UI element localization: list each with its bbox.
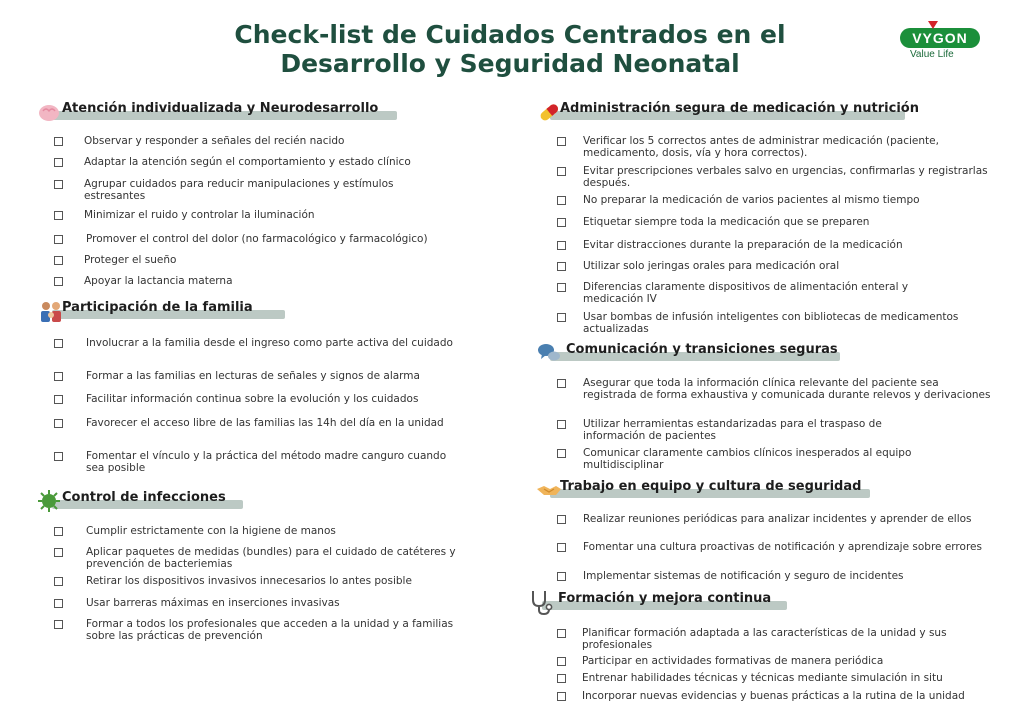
item-text: Implementar sistemas de notificación y seguro de incidentes [583,570,904,582]
checkbox[interactable] [557,283,566,292]
section-title: Administración segura de medicación y nutrición [560,101,919,116]
checkbox[interactable] [557,657,566,666]
checkbox[interactable] [54,620,63,629]
title-line-2: Desarrollo y Seguridad Neonatal [280,49,740,78]
item-text: Facilitar información continua sobre la evolución y los cuidados [86,393,419,405]
item-text: Realizar reuniones periódicas para analizar incidentes y aprender de ellos [583,513,972,525]
item-text: Cumplir estrictamente con la higiene de manos [86,525,336,537]
stethoscope-icon [528,589,554,615]
item-text: Incorporar nuevas evidencias y buenas prácticas a la rutina de la unidad [582,690,965,702]
checkbox[interactable] [557,137,566,146]
item-text: Adaptar la atención según el comportamiento y estado clínico [84,156,411,168]
section-header [38,298,498,324]
checkbox[interactable] [557,420,566,429]
item-text: Entrenar habilidades técnicas y técnicas mediante simulación in situ [582,672,943,684]
checkbox[interactable] [557,241,566,250]
section-title: Formación y mejora continua [558,591,772,606]
pill-icon [536,99,562,125]
checkbox[interactable] [557,379,566,388]
brain-icon [38,99,64,125]
item-text: Diferencias claramente dispositivos de alimentación enteral y medicación IV [583,281,909,305]
checkbox[interactable] [557,674,566,683]
logo-tagline: Value Life [910,49,954,60]
section-header [536,99,1016,125]
item-text: Comunicar claramente cambios clínicos inesperados al equipo multidisciplinar [583,447,912,471]
section-header [528,589,1018,615]
item-text: Involucrar a la familia desde el ingreso como parte activa del cuidado [86,337,453,349]
checkbox[interactable] [54,339,63,348]
checkbox[interactable] [54,372,63,381]
item-text: Apoyar la lactancia materna [84,275,233,287]
logo-mark-icon [928,21,938,29]
section-infecciones [38,488,498,642]
item-text: Agrupar cuidados para reducir manipulaciones y estímulos estresantes [84,178,394,202]
item-text: Fomentar el vínculo y la práctica del método madre canguro cuando sea posible [86,450,447,474]
checkbox[interactable] [557,692,566,701]
section-neurodesarrollo [38,99,498,287]
section-title: Participación de la familia [62,300,253,315]
item-text: Aplicar paquetes de medidas (bundles) para el cuidado de catéteres y prevención de bacteriemias [86,546,456,570]
section-title: Comunicación y transiciones seguras [566,342,838,357]
item-text: Observar y responder a señales del recién nacido [84,135,345,147]
title-line-1: Check-list de Cuidados Centrados en el [234,20,786,49]
checkbox[interactable] [54,548,63,557]
checkbox[interactable] [557,515,566,524]
checkbox[interactable] [54,137,63,146]
item-text: Usar barreras máximas en inserciones invasivas [86,597,340,609]
handshake-icon [536,477,562,503]
section-header [38,488,498,514]
item-text: Fomentar una cultura proactivas de notificación y aprendizaje sobre errores [583,541,982,553]
checkbox[interactable] [54,180,63,189]
item-text: Favorecer el acceso libre de las familias las 14h del día en la unidad [86,417,444,429]
section-header [536,340,1016,366]
item-text: Retirar los dispositivos invasivos innecesarios lo antes posible [86,575,412,587]
checkbox[interactable] [557,313,566,322]
item-text: Verificar los 5 correctos antes de administrar medicación (paciente, medicamento, dosis, vía y hora correctos). [583,135,939,159]
section-comunicacion [536,340,1016,471]
checkbox[interactable] [54,395,63,404]
item-text: Evitar prescripciones verbales salvo en urgencias, confirmarlas y registrarlas después. [583,165,988,189]
item-text: Evitar distracciones durante la preparación de la medicación [583,239,903,251]
checkbox[interactable] [54,256,63,265]
checkbox[interactable] [557,572,566,581]
section-medicacion [536,99,1016,335]
checkbox[interactable] [54,599,63,608]
item-text: Formar a las familias en lecturas de señales y signos de alarma [86,370,420,382]
vygon-logo [898,22,988,64]
checkbox[interactable] [54,452,63,461]
section-formacion [528,589,1018,702]
checkbox[interactable] [557,262,566,271]
checkbox[interactable] [54,211,63,220]
document-title [200,20,820,78]
virus-icon [38,488,64,514]
section-trabajo-equipo [536,477,1016,582]
section-title: Atención individualizada y Neurodesarrollo [62,101,379,116]
logo-brand: VYGON [900,28,980,48]
checkbox[interactable] [54,277,63,286]
checkbox[interactable] [557,196,566,205]
checkbox[interactable] [557,629,566,638]
item-text: Planificar formación adaptada a las características de la unidad y sus profesionales [582,627,947,651]
checkbox[interactable] [54,577,63,586]
item-text: Usar bombas de infusión inteligentes con bibliotecas de medicamentos actualizadas [583,311,959,335]
item-text: Participar en actividades formativas de manera periódica [582,655,884,667]
checkbox[interactable] [557,543,566,552]
checkbox[interactable] [557,218,566,227]
item-text: Utilizar solo jeringas orales para medicación oral [583,260,840,272]
checkbox[interactable] [54,158,63,167]
checkbox[interactable] [557,167,566,176]
item-text: Promover el control del dolor (no farmacológico y farmacológico) [86,233,428,245]
item-text: Asegurar que toda la información clínica relevante del paciente sea registrada de forma exhaustiva y comunicada durante relevos y derivaciones [583,377,991,401]
checkbox[interactable] [54,419,63,428]
item-text: Proteger el sueño [84,254,177,266]
section-header [38,99,498,125]
checkbox[interactable] [557,449,566,458]
checkbox[interactable] [54,527,63,536]
checkbox[interactable] [54,235,63,244]
item-text: Etiquetar siempre toda la medicación que se preparen [583,216,870,228]
section-header [536,477,1016,503]
section-title: Control de infecciones [62,490,226,505]
item-text: Formar a todos los profesionales que acceden a la unidad y a familias sobre las prácticas de prevención [86,618,454,642]
item-text: No preparar la medicación de varios pacientes al mismo tiempo [583,194,920,206]
section-title: Trabajo en equipo y cultura de seguridad [560,479,862,494]
item-text: Minimizar el ruido y controlar la iluminación [84,209,315,221]
item-text: Utilizar herramientas estandarizadas para el traspaso de información de pacientes [583,418,882,442]
family-icon [38,298,64,324]
section-familia [38,298,498,474]
speech-bubbles-icon [536,340,562,366]
